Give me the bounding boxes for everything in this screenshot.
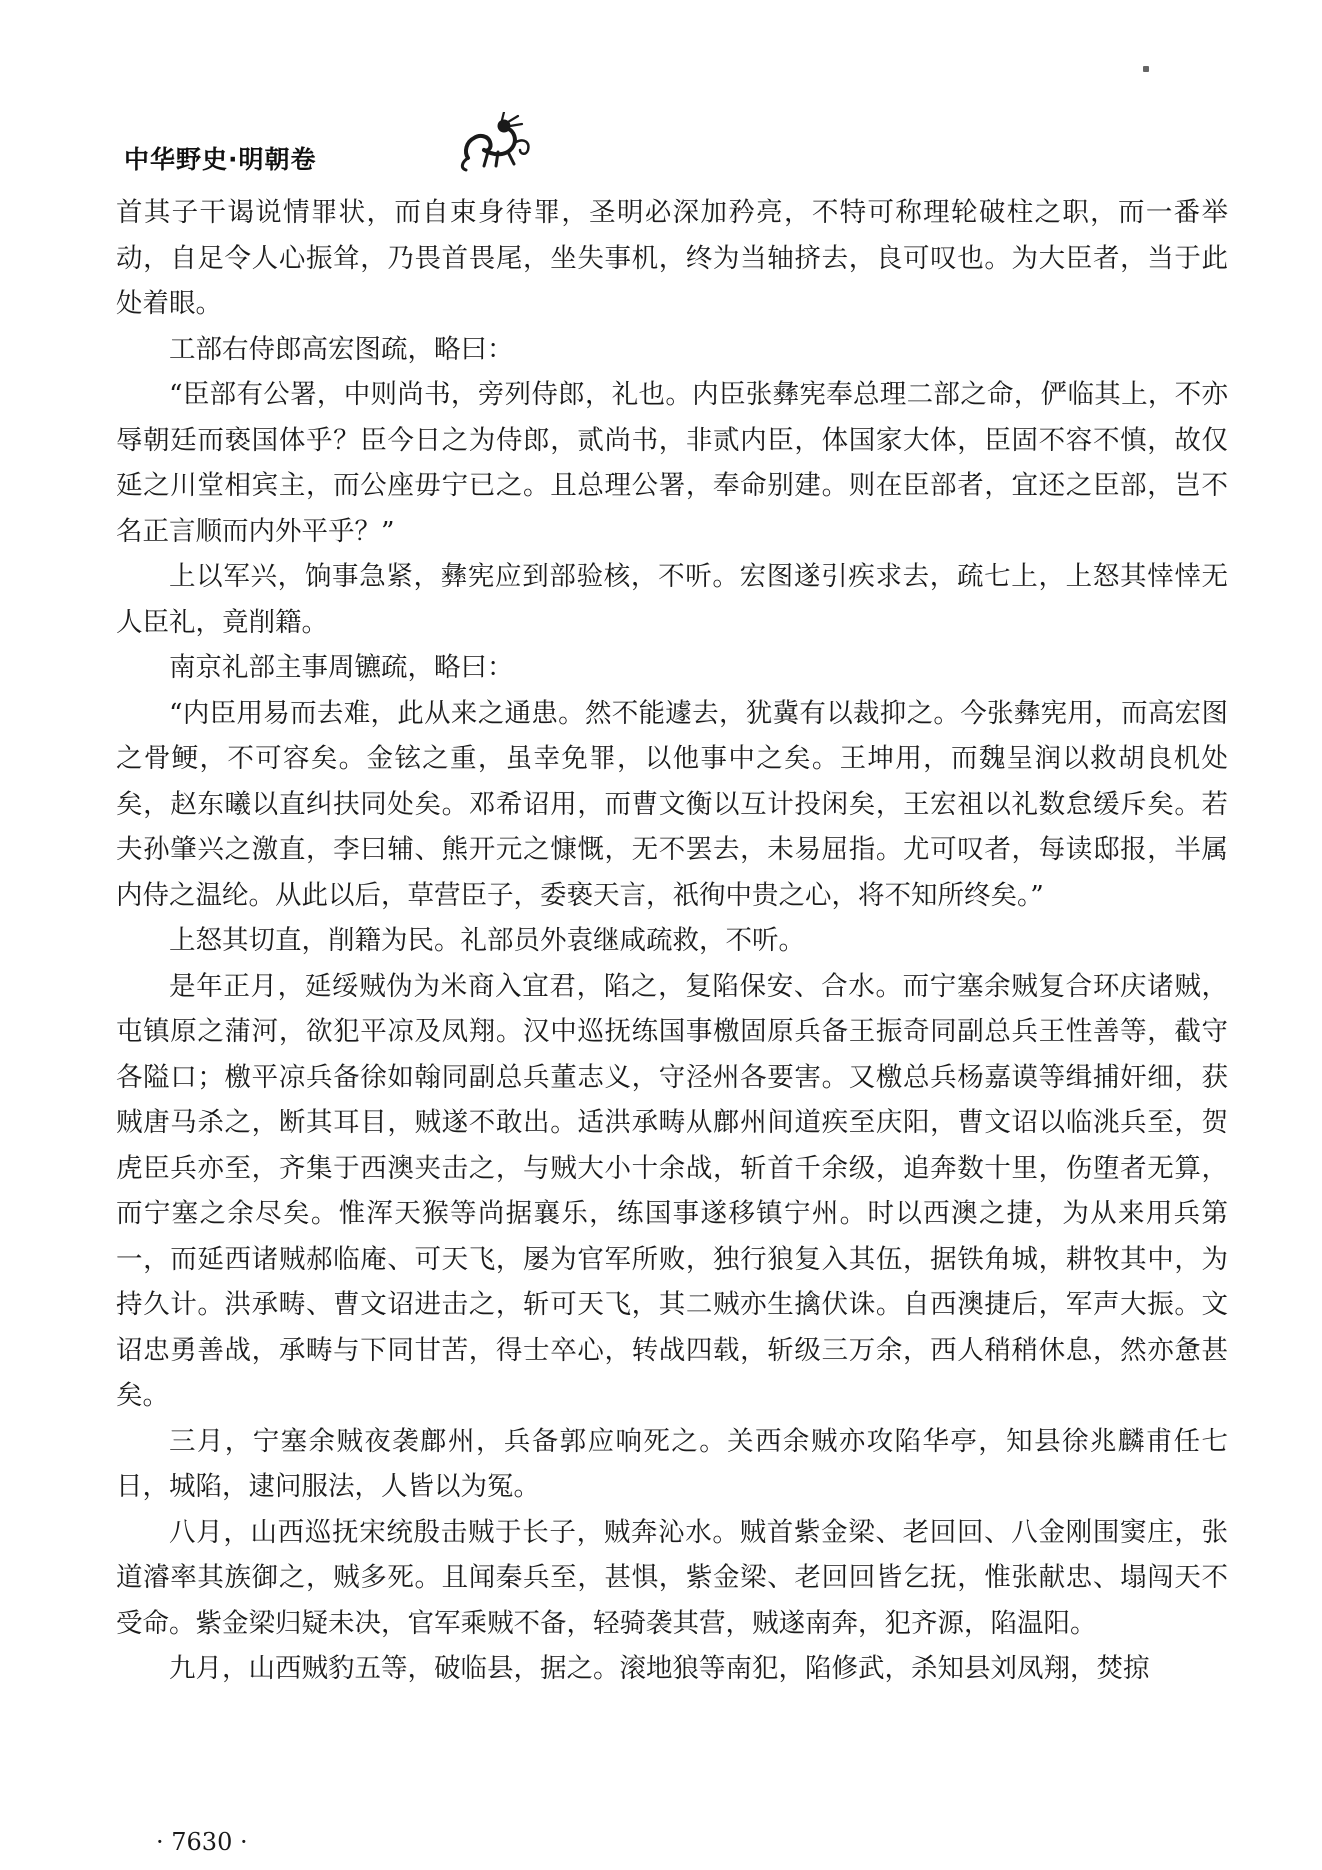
scan-speck [1143,66,1149,72]
paragraph: 首其子干谒说情罪状，而自束身待罪，圣明必深加矜亮，不特可称理轮破柱之职，而一番举动，自足令人心振耸，乃畏首畏尾，坐失事机，终为当轴挤去，良可叹也。为大臣者，当于此处着眼。 [116,197,1228,319]
paragraph: 三月，宁塞余贼夜袭鄜州，兵备郭应响死之。关西余贼亦攻陷华亭，知县徐兆麟甫任七日，城陷，逮问服法，人皆以为冤。 [116,1425,1228,1502]
book-title: 中华野史·明朝卷 [124,145,317,174]
paragraph: 是年正月，延绥贼伪为米商入宜君，陷之，复陷保安、合水。而宁塞余贼复合环庆诸贼，屯镇原之蒲河，欲犯平凉及凤翔。汉中巡抚练国事檄固原兵备王振奇同副总兵王性善等，截守各隘口；檄平凉兵备徐如翰同副总兵董志义，守泾州各要害。又檄总兵杨嘉谟等缉捕奸细，获贼唐马杀之，断其耳目，贼遂不敢出。适洪承畴从鄜州间道疾至庆阳，曹文诏以临洮兵至，贺虎臣兵亦至，齐集于西澳夹击之，与贼大小十余战，斩首千余级，追奔数十里，伤堕者无算，而宁塞之余尽矣。惟浑天猴等尚据襄乐，练国事遂移镇宁州。时以西澳之捷，为从来用兵第一，而延西诸贼郝临庵、可天飞，屡为官军所败，独行狼复入其伍，据铁角城，耕牧其中，为持久计。洪承畴、曹文诏进击之，斩可天飞，其二贼亦生擒伏诛。自西澳捷后，军声大振。文诏忠勇善战，承畴与下同甘苦，得士卒心，转战四载，斩级三万余，西人稍稍休息，然亦惫甚矣。 [116,970,1228,1411]
page-number: · 7630 · [156,1828,248,1856]
running-header [118,98,1258,178]
paragraph: “内臣用易而去难，此从来之通患。然不能遽去，犹冀有以裁抑之。今张彝宪用，而高宏图之骨鲠，不可容矣。金铉之重，虽幸免罪，以他事中之矣。王坤用，而魏呈润以救胡良机处矣，赵东曦以直纠扶同处矣。邓希诏用，而曹文衡以互计投闲矣，王宏祖以礼数怠缓斥矣。若夫孙肇兴之激直，李曰辅、熊开元之慷慨，无不罢去，未易屈指。尤可叹者，每读邸报，半属内侍之温纶。从此以后，草营臣子，委亵天言，祇徇中贵之心，将不知所终矣。” [116,697,1228,911]
paragraph: 上怒其切直，削籍为民。礼部员外袁继咸疏救，不听。 [169,925,805,956]
paragraph: 上以军兴，饷事急紧，彝宪应到部验核，不听。宏图遂引疾求去，疏七上，上怒其悻悻无人臣礼，竟削籍。 [116,561,1228,638]
paragraph: 八月，山西巡抚宋统殷击贼于长子，贼奔沁水。贼首紫金梁、老回回、八金刚围窦庄，张道濬率其族御之，贼多死。且闻秦兵至，甚惧，紫金梁、老回回皆乞抚，惟张献忠、塌闯天不受命。紫金梁归疑未决，官军乘贼不备，轻骑袭其营，贼遂南奔，犯齐源，陷温阳。 [116,1516,1228,1639]
paragraph: 工部右侍郎高宏图疏，略曰： [169,333,514,365]
dragon-icon [458,112,538,172]
paragraph: 九月，山西贼豹五等，破临县，据之。滚地狼等南犯，陷修武，杀知县刘凤翔，焚掠 [169,1653,1150,1684]
paragraph: 南京礼部主事周镳疏，略曰： [169,652,514,683]
paragraph: “臣部有公署，中则尚书，旁列侍郎，礼也。内臣张彝宪奉总理二部之命，俨临其上，不亦辱朝廷而亵国体乎？臣今日之为侍郎，贰尚书，非贰内臣，体国家大体，臣固不容不慎，故仅延之川堂相宾主，而公座毋宁已之。且总理公署，奉命别建。则在臣部者，宜还之臣部，岂不名正言顺而内外平乎？” [116,379,1228,547]
main-text [116,190,1228,1692]
